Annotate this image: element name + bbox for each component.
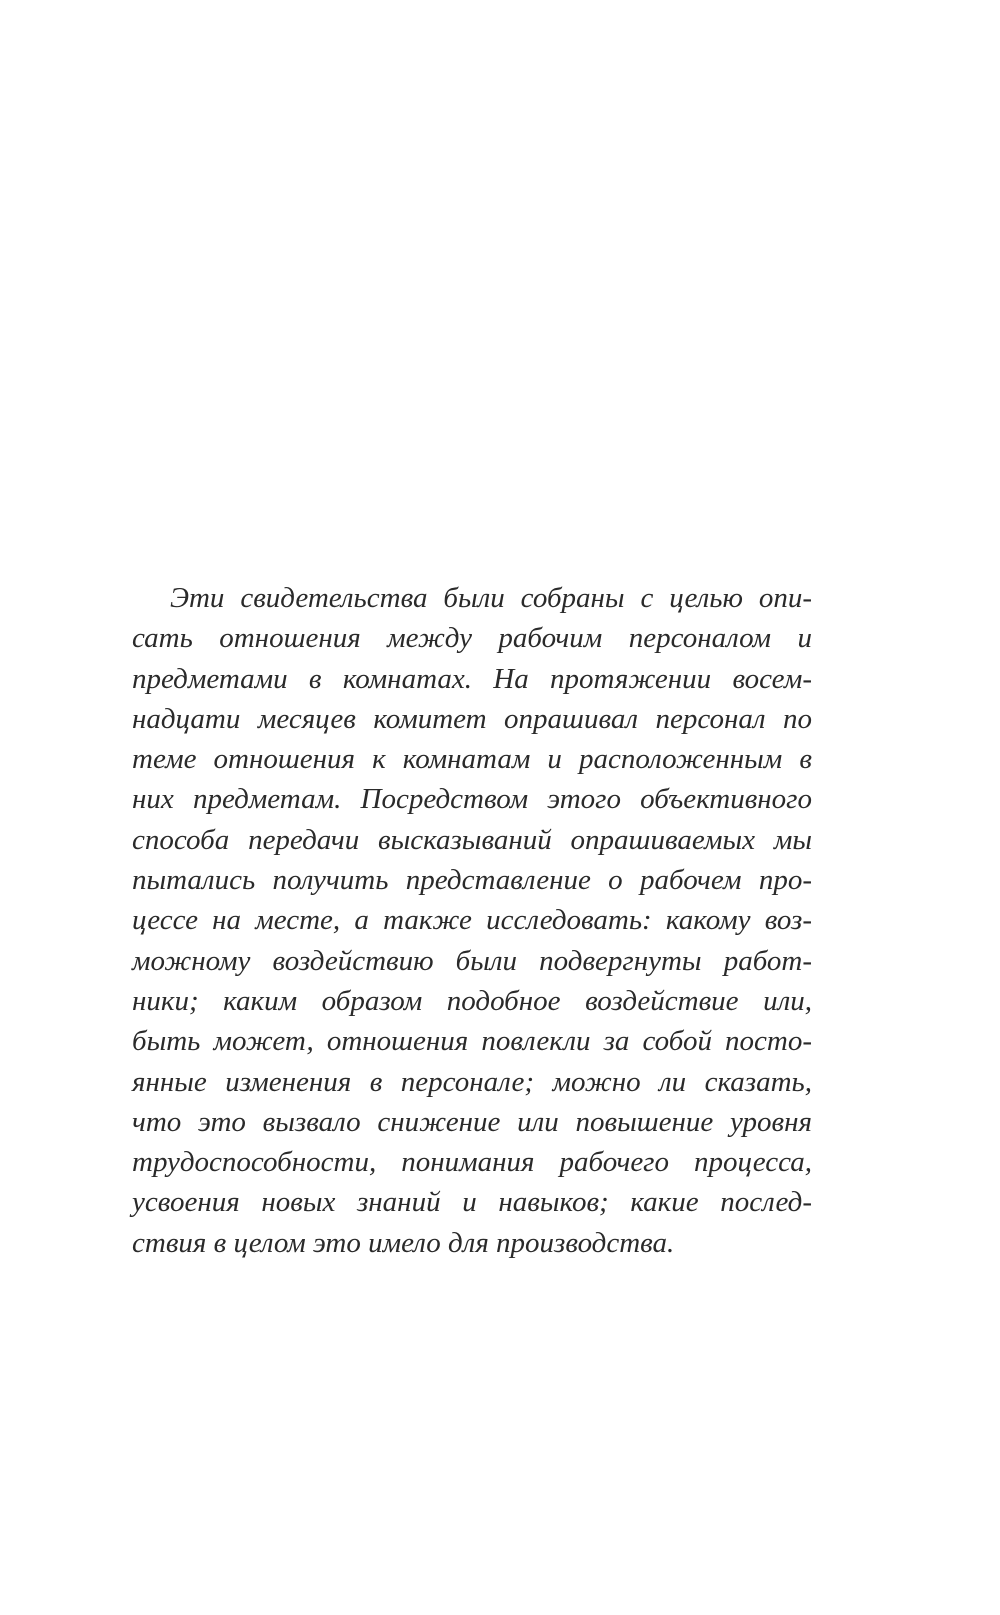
paragraph-line: надцати месяцев комитет опрашивал персонал по: [132, 702, 812, 735]
paragraph-line: быть может, отношения повлекли за собой посто-: [132, 1025, 812, 1058]
paragraph-line: предметами в комнатах. На протяжении восем-: [132, 662, 812, 695]
paragraph-line: них предметам. Посредством этого объективного: [132, 783, 812, 816]
paragraph-line: Эти свидетельства были собраны с целью опи-: [170, 582, 812, 614]
paragraph-line: способа передачи высказываний опрашиваемых мы: [132, 823, 812, 856]
paragraph-line: сать отношения между рабочим персоналом и: [132, 622, 812, 655]
paragraph-line: ники; каким образом подобное воздействие или,: [132, 984, 812, 1017]
body-paragraph: [132, 578, 812, 1263]
paragraph-line: теме отношения к комнатам и расположенным в: [132, 743, 812, 776]
paragraph-line: пытались получить представление о рабочем про-: [132, 864, 812, 897]
paragraph-line: можному воздействию были подвергнуты работ-: [132, 944, 812, 977]
paragraph-line: цессе на месте, а также исследовать: какому воз-: [132, 904, 812, 937]
paragraph-line: янные изменения в персонале; можно ли сказать,: [132, 1065, 812, 1098]
paragraph-line: трудоспособности, понимания рабочего процесса,: [132, 1146, 812, 1179]
paragraph-line: ствия в целом это имело для производства.: [132, 1226, 675, 1259]
paragraph-line: усвоения новых знаний и навыков; какие послед-: [132, 1186, 812, 1219]
paragraph-line: что это вызвало снижение или повышение уровня: [132, 1105, 812, 1138]
